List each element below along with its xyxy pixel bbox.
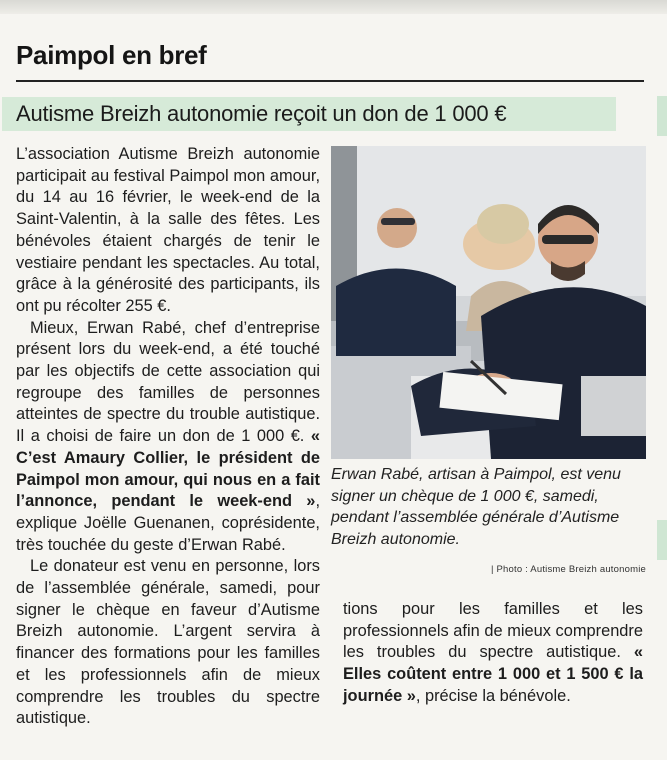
photo-credit: | Photo : Autisme Breizh autonomie xyxy=(490,564,646,575)
paragraph-1: L’association Autisme Breizh autonomie participait au festival Paimpol mon amour, du 14 au 16 février, le week-end de la Saint-Valentin, à la salle des fêtes. Les bénévoles étaient chargés de tenir le vestiaire pendant les spectacles. Au total, grâce à la générosité des participants, ils ont pu récolter 255 €. xyxy=(16,145,320,315)
meeting-photo-illustration xyxy=(331,146,646,459)
section-rule xyxy=(16,80,644,82)
adjacent-column-edge xyxy=(657,96,667,136)
paragraph-2-intro: Mieux, Erwan Rabé, chef d’entreprise présent lors du week-end, a été touché par les objectifs de cette association qui regroupe des familles de personnes atteintes de spectre du trouble autistique. Il a choisi de faire un don de 1 000 €. xyxy=(16,318,320,446)
paragraph-2-quote: « C’est Amaury Collier, le président de Paimpol mon amour, qui nous en a fait l’annonce, pendant le week-end » xyxy=(16,427,320,511)
paragraph-3-continued xyxy=(343,599,643,708)
paragraph-2-outro: , explique Joëlle Guenanen, coprésidente, très touchée du geste d’Erwan Rabé. xyxy=(16,492,320,554)
paragraph-3 xyxy=(16,556,320,728)
adjacent-column-edge xyxy=(657,520,667,560)
paragraph-3-text: Le donateur est venu en personne, lors de l’assemblée générale, samedi, pour signer le chèque en faveur d’Autisme Breizh autonomie. L’argent servira à financer des formations pour les familles et les professionnels afin de mieux comprendre les troubles du spectre autistique. xyxy=(16,557,320,728)
paragraph-3-quote: « Elles coûtent entre 1 000 et 1 500 € la journée » xyxy=(343,643,643,705)
article-photo xyxy=(331,146,646,459)
previous-article-strip xyxy=(0,0,667,14)
article-column-right-continued xyxy=(343,599,643,708)
paragraph-2 xyxy=(16,318,320,557)
section-title: Paimpol en bref xyxy=(16,40,207,70)
article-headline: Autisme Breizh autonomie reçoit un don de 1 000 € xyxy=(16,101,507,126)
paragraph-3-outro: , précise la bénévole. xyxy=(415,686,571,705)
article-column-left xyxy=(16,144,320,728)
photo-caption: Erwan Rabé, artisan à Paimpol, est venu signer un chèque de 1 000 €, samedi, pendant l’assemblée générale d’Autisme Breizh autonomie. xyxy=(331,466,621,548)
paragraph-3-continued-text: tions pour les familles et les professionnels afin de mieux comprendre les troubles du spectre autistique. xyxy=(343,600,643,662)
